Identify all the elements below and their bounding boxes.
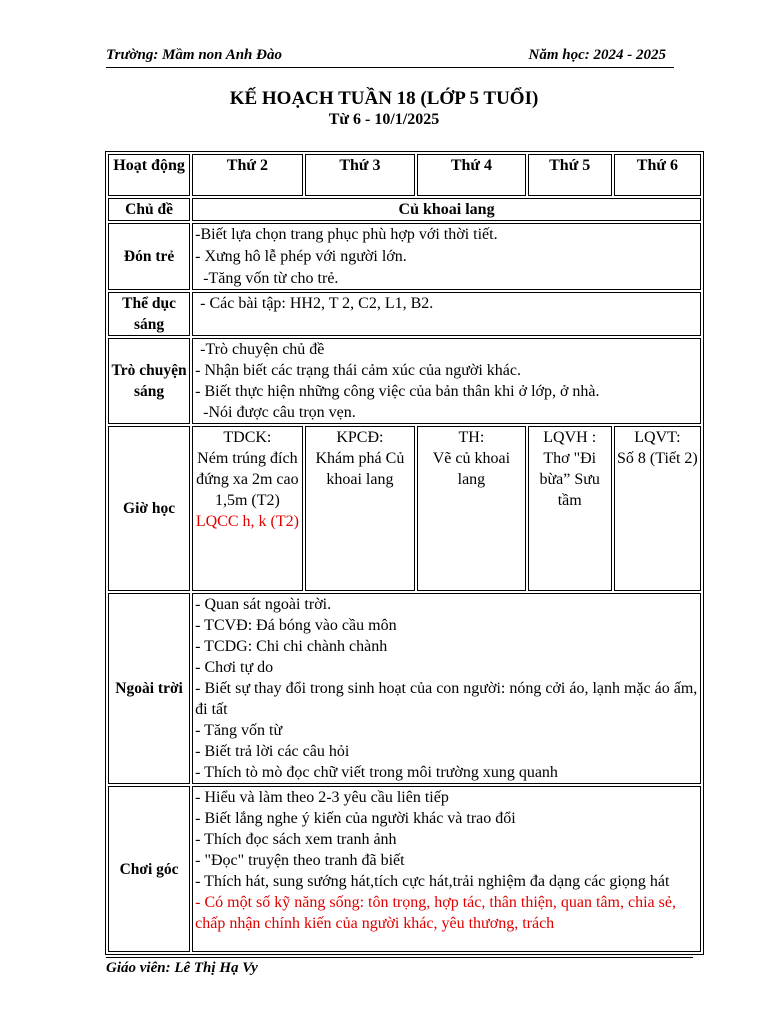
col-header-activity: Hoạt động (108, 154, 190, 196)
row-label-the-duc: Thể dục sáng (108, 292, 190, 336)
table-row (108, 198, 701, 221)
choi-goc-red-line: - Có một số kỹ năng sống: tôn trọng, hợp tác, thân thiện, quan tâm, chia sẻ, chấp nhận chính kiến của người khác, yêu thương, trách (195, 894, 676, 932)
the-duc-line: - Các bài tập: HH2, T 2, C2, L1, B2. (200, 295, 434, 312)
table-header-row (108, 154, 701, 196)
lesson-thu: LQVH : Thơ "Đi bừa” Sưu tầm (528, 426, 612, 591)
choi-goc-line: - Hiểu và làm theo 2-3 yêu cầu liên tiếp (195, 789, 449, 806)
ngoai-troi-line: - Tăng vốn từ (195, 722, 283, 739)
lesson-mon (192, 426, 303, 591)
table-row (108, 786, 701, 952)
lesson-wed: TH: Vẽ củ khoai lang (417, 426, 525, 591)
table-row (108, 292, 701, 336)
tro-chuyen-line: -Nói được câu trọn vẹn. (203, 404, 356, 421)
don-tre-content (192, 223, 701, 290)
ngoai-troi-line: - TCVĐ: Đá bóng vào cầu môn (195, 617, 397, 634)
choi-goc-line: - Thích hát, sung sướng hát,tích cực hát,trải nghiệm đa dạng các giọng hát (195, 873, 670, 890)
ngoai-troi-line: - Quan sát ngoài trời. (195, 596, 332, 613)
ngoai-troi-line: - Biết trả lời các câu hỏi (195, 743, 350, 760)
choi-goc-line: - Biết lắng nghe ý kiến của người khác và trao đổi (195, 810, 516, 827)
table-row (108, 426, 701, 591)
table-row (108, 223, 701, 290)
page-header (106, 47, 674, 68)
choi-goc-line: - Thích đọc sách xem tranh ảnh (195, 831, 397, 848)
teacher-footer: Giáo viên: Lê Thị Hạ Vy (106, 957, 693, 977)
row-label-topic: Chủ đề (108, 198, 190, 221)
row-label-ngoai-troi: Ngoài trời (108, 593, 190, 784)
don-tre-line: - Xưng hô lễ phép với người lớn. (195, 248, 407, 265)
tro-chuyen-line: - Biết thực hiện những công việc của bản thân khi ở lớp, ở nhà. (195, 383, 600, 400)
ngoai-troi-line: - Biết sự thay đổi trong sinh hoạt của con người: nóng cởi áo, lạnh mặc áo ấm, đi tất (195, 680, 698, 718)
lesson-mon-main: TDCK: Ném trúng đích đứng xa 2m cao 1,5m (T2) (196, 429, 299, 509)
row-label-choi-goc: Chơi góc (108, 786, 190, 952)
tro-chuyen-line: - Nhận biết các trạng thái cảm xúc của người khác. (195, 362, 522, 379)
row-label-tro-chuyen: Trò chuyện sáng (108, 338, 190, 424)
lesson-tue: KPCĐ: Khám phá Củ khoai lang (305, 426, 416, 591)
table-row (108, 593, 701, 784)
school-name: Trường: Mầm non Anh Đào (106, 47, 282, 63)
ngoai-troi-line: - TCDG: Chi chi chành chành (195, 638, 388, 655)
ngoai-troi-content (192, 593, 701, 784)
row-label-gio-hoc: Giờ học (108, 426, 190, 591)
page-title: KẾ HOẠCH TUẦN 18 (LỚP 5 TUỔI) (229, 88, 539, 109)
tro-chuyen-line: -Trò chuyện chủ đề (200, 341, 325, 358)
ngoai-troi-line: - Chơi tự do (195, 659, 274, 676)
col-header-fri: Thứ 6 (614, 154, 701, 196)
table-row (108, 338, 701, 424)
weekly-plan-table (105, 151, 704, 955)
col-header-mon: Thứ 2 (192, 154, 303, 196)
col-header-thu: Thứ 5 (528, 154, 612, 196)
lesson-mon-red: LQCC h, k (T2) (195, 513, 299, 530)
tro-chuyen-content (192, 338, 701, 424)
lesson-fri: LQVT: Số 8 (Tiết 2) (614, 426, 701, 591)
ngoai-troi-line: - Thích tò mò đọc chữ viết trong môi trường xung quanh (195, 764, 558, 781)
col-header-tue: Thứ 3 (305, 154, 416, 196)
don-tre-line: -Biết lựa chọn trang phục phù hợp với thời tiết. (195, 226, 498, 243)
don-tre-line: -Tăng vốn từ cho trẻ. (203, 270, 339, 287)
school-year: Năm học: 2024 - 2025 (528, 47, 666, 63)
choi-goc-line: - "Đọc" truyện theo tranh đã biết (195, 852, 405, 869)
col-header-wed: Thứ 4 (417, 154, 525, 196)
date-range: Từ 6 - 10/1/2025 (328, 111, 440, 128)
the-duc-content (192, 292, 701, 336)
topic-value: Củ khoai lang (192, 198, 701, 221)
row-label-don-tre: Đón trẻ (108, 223, 190, 290)
choi-goc-content (192, 786, 701, 952)
